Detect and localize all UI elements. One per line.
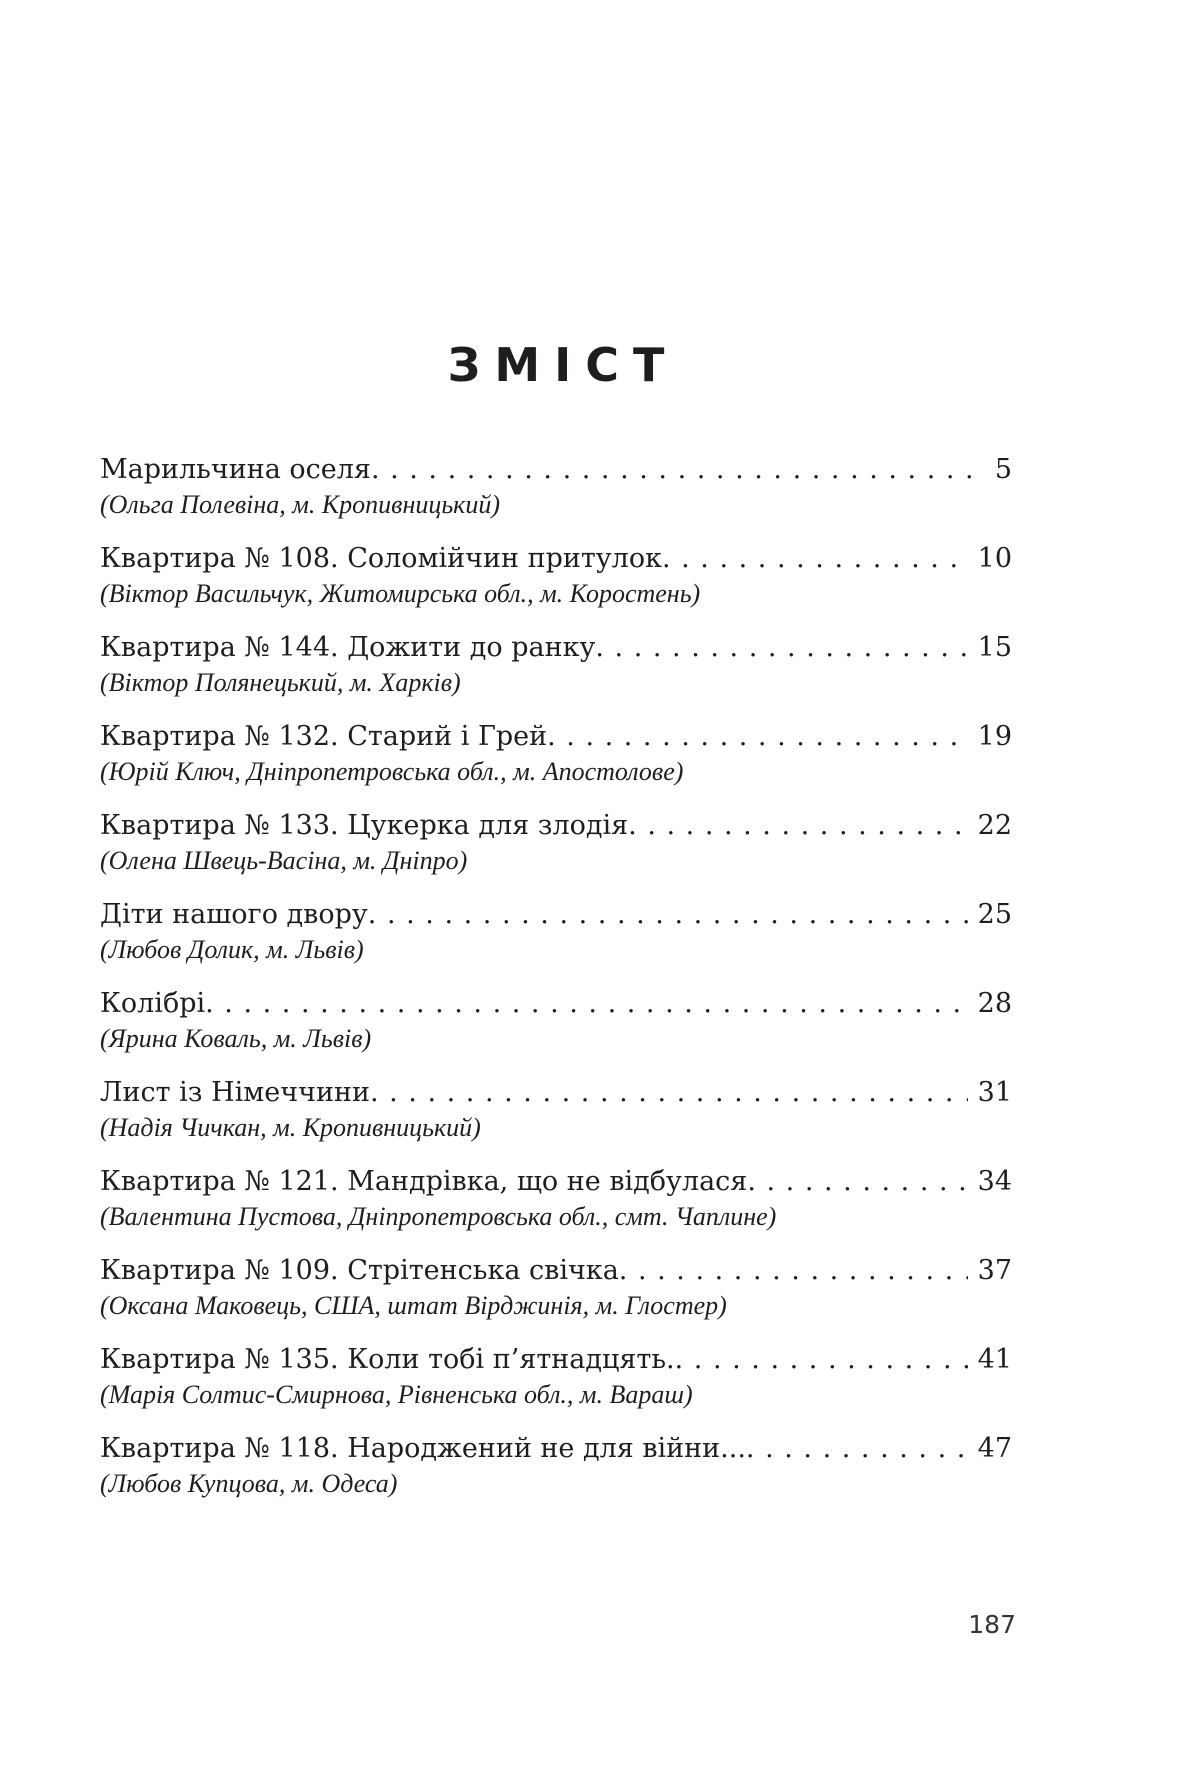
toc-entry-author: (Надія Чичкан, м. Кропивницький) xyxy=(100,1113,481,1142)
dot-leader xyxy=(547,719,968,754)
toc-entry-title: Квартира № 144. Дожити до ранку xyxy=(100,632,596,663)
toc-entry-page: 28 xyxy=(977,988,1012,1019)
toc-entry xyxy=(100,1164,1012,1233)
toc-entry xyxy=(100,630,1012,699)
dot-leader xyxy=(371,452,985,487)
toc-entry-row xyxy=(100,1164,1012,1199)
toc-entry-row xyxy=(100,897,1012,932)
toc-entry-author: (Любов Долик, м. Львів) xyxy=(100,935,364,964)
toc-entry xyxy=(100,1253,1012,1322)
toc-entry-author: (Валентина Пустова, Дніпропетровська обл., смт. Чаплине) xyxy=(100,1202,777,1231)
toc-entry-page: 22 xyxy=(977,810,1012,841)
toc-entry xyxy=(100,1431,1012,1500)
toc-entry xyxy=(100,1342,1012,1411)
toc-entry-author: (Віктор Полянецький, м. Харків) xyxy=(100,668,461,697)
dot-leader xyxy=(628,808,967,843)
dot-leader xyxy=(370,1075,968,1110)
toc-entry-row xyxy=(100,719,1012,754)
toc-entry-author: (Віктор Васильчук, Житомирська обл., м. Коростень) xyxy=(100,579,701,608)
toc-entry-author: (Любов Купцова, м. Одеса) xyxy=(100,1469,398,1498)
toc-entry-title: Квартира № 133. Цукерка для злодія xyxy=(100,810,629,841)
dot-leader xyxy=(675,1342,968,1377)
page-title: ЗМІСТ xyxy=(447,338,679,392)
dot-leader xyxy=(205,986,968,1021)
toc-entry xyxy=(100,808,1012,877)
toc-entry-row xyxy=(100,452,1012,487)
toc-entry-page: 31 xyxy=(977,1077,1012,1108)
page-number: 187 xyxy=(968,1610,1016,1639)
toc-entry xyxy=(100,719,1012,788)
toc-entry xyxy=(100,1075,1012,1144)
toc-entry-page: 41 xyxy=(977,1344,1012,1375)
toc-entry-author: (Марія Солтис-Смирнова, Рівненська обл., м. Вараш) xyxy=(100,1380,693,1409)
toc-entry xyxy=(100,897,1012,966)
toc-list xyxy=(100,452,1012,1500)
toc-entry-title: Квартира № 118. Народжений не для війни... xyxy=(100,1433,746,1464)
content-column xyxy=(100,0,1012,1520)
dot-leader xyxy=(747,1164,967,1199)
toc-entry-title: Марильчина оселя xyxy=(100,454,371,485)
dot-leader xyxy=(746,1431,968,1466)
toc-entry-title: Квартира № 121. Мандрівка, що не відбулася xyxy=(100,1166,748,1197)
toc-entry-title: Квартира № 109. Стрітенська свічка xyxy=(100,1255,619,1286)
toc-entry-author: (Ярина Коваль, м. Львів) xyxy=(100,1024,372,1053)
toc-entry-title: Квартира № 132. Старий і Грей xyxy=(100,721,548,752)
toc-entry-row xyxy=(100,1431,1012,1466)
toc-entry-title: Діти нашого двору xyxy=(100,899,368,930)
dot-leader xyxy=(368,897,968,932)
toc-entry-page: 25 xyxy=(977,899,1012,930)
toc-entry-author: (Олена Швець-Васіна, м. Дніпро) xyxy=(100,846,468,875)
toc-entry-author: (Юрій Ключ, Дніпропетровська обл., м. Апостолове) xyxy=(100,757,684,786)
toc-entry-row xyxy=(100,1342,1012,1377)
toc-entry-page: 34 xyxy=(977,1166,1012,1197)
toc-entry-author: (Оксана Маковець, США, штат Вірджинія, м. Глостер) xyxy=(100,1291,727,1320)
toc-entry-page: 19 xyxy=(977,721,1012,752)
toc-entry-title: Лист із Німеччини xyxy=(100,1077,370,1108)
toc-entry-author: (Ольга Полевіна, м. Кропивницький) xyxy=(100,490,501,519)
toc-entry xyxy=(100,986,1012,1055)
toc-entry-row xyxy=(100,1075,1012,1110)
dot-leader xyxy=(595,630,967,665)
toc-entry-row xyxy=(100,808,1012,843)
toc-entry-page: 47 xyxy=(977,1433,1012,1464)
toc-entry-page: 5 xyxy=(994,454,1012,485)
toc-entry-row xyxy=(100,986,1012,1021)
toc-entry xyxy=(100,452,1012,521)
toc-entry-title: Колібрі xyxy=(100,988,206,1019)
toc-entry-title: Квартира № 135. Коли тобі п’ятнадцять. xyxy=(100,1344,675,1375)
toc-entry-row xyxy=(100,630,1012,665)
toc-entry-title: Квартира № 108. Соломійчин притулок xyxy=(100,543,662,574)
toc-entry-page: 10 xyxy=(977,543,1012,574)
toc-entry xyxy=(100,541,1012,610)
toc-entry-page: 37 xyxy=(977,1255,1012,1286)
toc-entry-row xyxy=(100,1253,1012,1288)
toc-entry-row xyxy=(100,541,1012,576)
dot-leader xyxy=(619,1253,968,1288)
toc-entry-page: 15 xyxy=(977,632,1012,663)
dot-leader xyxy=(662,541,968,576)
